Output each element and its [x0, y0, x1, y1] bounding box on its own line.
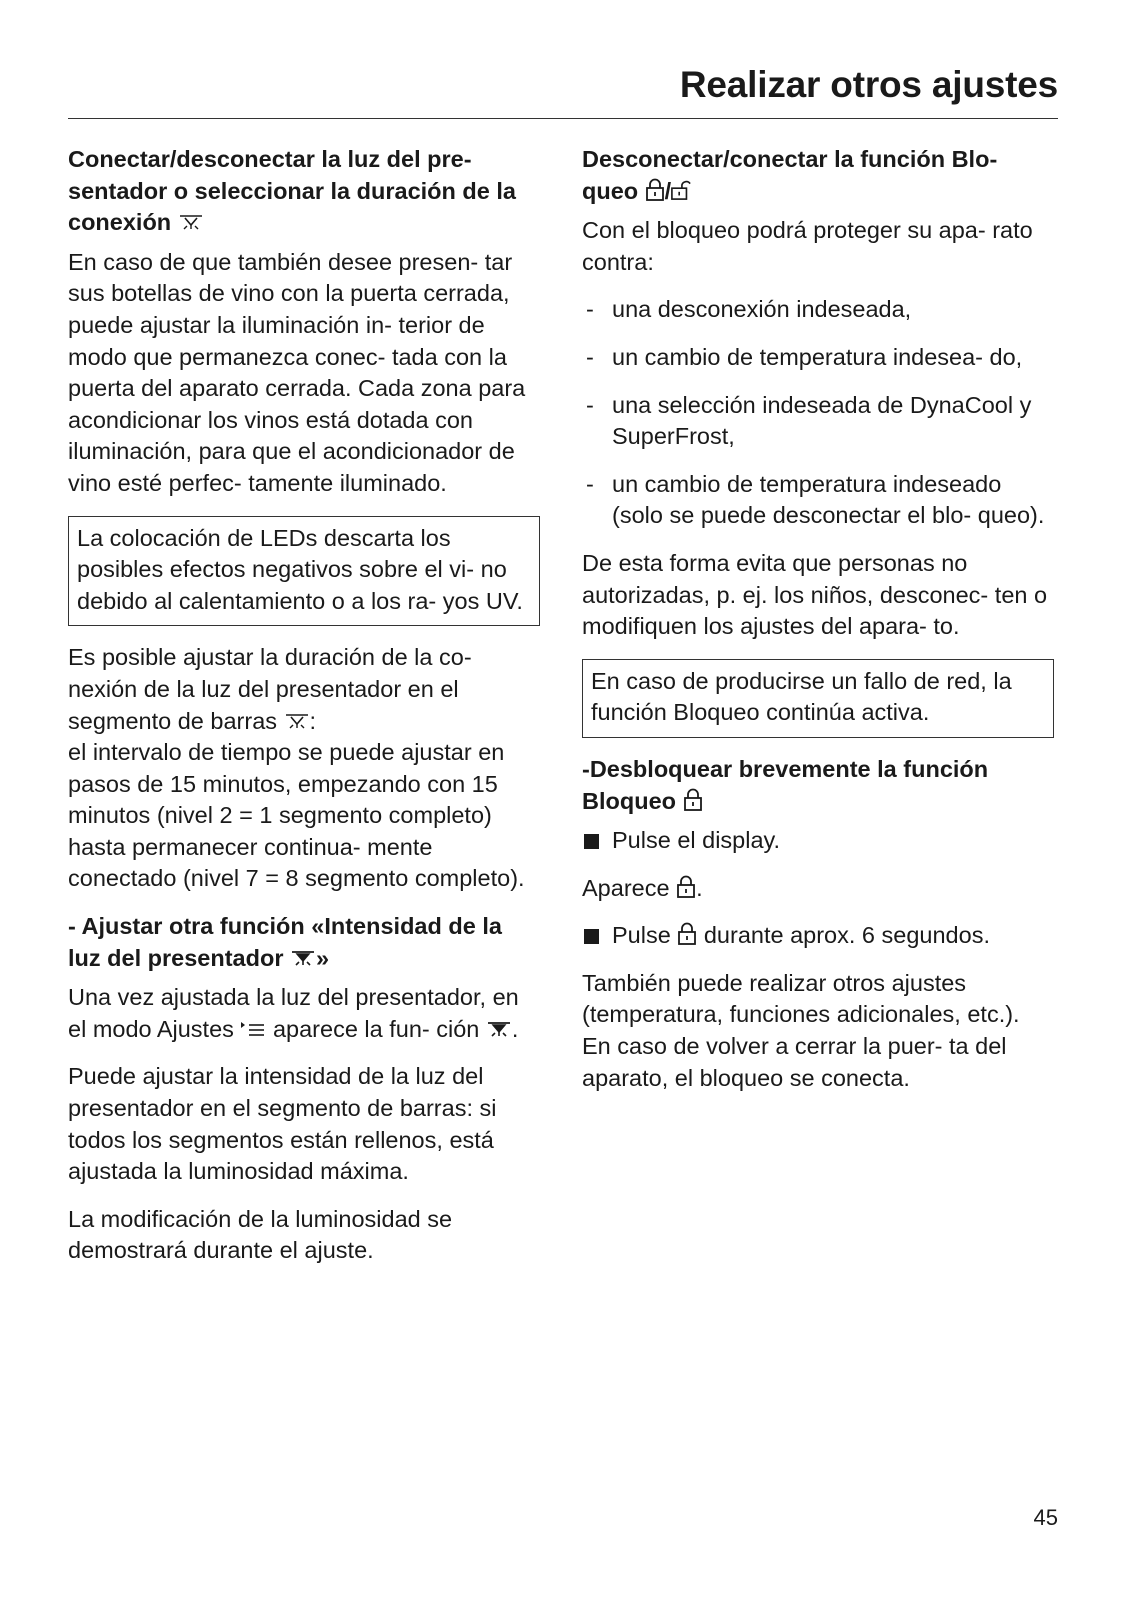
heading-text: » [316, 944, 330, 971]
header-rule [68, 118, 1058, 119]
presenter-light-icon [178, 214, 204, 230]
lock-closed-icon [677, 922, 697, 943]
paragraph-duration [68, 642, 540, 895]
presenter-light-intensity-icon [290, 950, 316, 966]
paragraph-settings-mode [68, 982, 540, 1045]
text-fragment: : [309, 707, 317, 734]
text-fragment: . [511, 1015, 519, 1042]
text-fragment: aparece la fun- ción [272, 1015, 480, 1042]
heading-text: / [664, 177, 672, 204]
text-fragment: . [696, 874, 703, 901]
section-heading-unlock [582, 754, 1054, 817]
list-item: - una selección indeseada de DynaCool y SuperFrost, [582, 390, 1054, 453]
paragraph-lock-intro: Con el bloqueo podrá proteger su apa- rato contra: [582, 217, 1033, 275]
lock-open-icon [671, 178, 691, 199]
section-heading-intensity [68, 911, 540, 974]
page-number: 45 [1033, 1505, 1058, 1530]
paragraph-brightness: La modificación de la luminosidad se demostrará durante el ajuste. [68, 1205, 453, 1264]
lock-closed-icon [645, 178, 665, 199]
section-heading-lock [582, 144, 1054, 207]
heading-text: - Ajustar otra función «Intensidad de la luz del presentador [68, 913, 502, 971]
list-item: - una desconexión indeseada, [582, 294, 1054, 326]
left-column [68, 144, 540, 1283]
lock-protection-list [582, 294, 1054, 532]
heading-text: Desconectar/conectar la función Blo- queo [582, 146, 998, 204]
text-fragment: el intervalo de tiempo se puede ajustar en pasos de 15 minutos, empezando con 15 minutos (nivel 2 = 1 segmento completo) hasta permanecer continua- mente conectado (nivel 7 = 8 segmento completo). [68, 739, 525, 892]
lock-closed-icon [676, 875, 696, 896]
step-press-lock [582, 920, 1054, 952]
paragraph-intensity: Puede ajustar la intensidad de la luz del presentador en el segmento de barras: si todos los segmentos están rellenos, está ajustada la luminosidad máxima. [68, 1063, 497, 1185]
text-fragment: Una vez ajustada la luz del presentador, en el modo Ajustes [68, 984, 519, 1042]
paragraph-unauthorized: De esta forma evita que personas no autorizadas, p. ej. los niños, desconec- ten o modifiquen los ajustes del apara- to. [582, 549, 1048, 640]
heading-text: -Desbloquear brevemente la función Bloqueo [582, 755, 989, 814]
text-fragment: Pulse [612, 922, 671, 949]
section-heading-presenter-light [68, 144, 540, 239]
text-fragment: durante aprox. 6 segundos. [703, 922, 990, 949]
paragraph-other-settings: También puede realizar otros ajustes (temperatura, funciones adicionales, etc.). En caso de volver a cerrar la puer- ta del aparato, el bloqueo se conecta. [582, 969, 1020, 1091]
text-fragment: Es posible ajustar la duración de la co- nexión de la luz del presentador en el segmento de barras [68, 644, 472, 734]
paragraph-appears [582, 873, 1054, 905]
presenter-light-intensity-icon [486, 1021, 512, 1037]
step-press-display: Pulse el display. [582, 825, 1054, 857]
right-column [582, 144, 1054, 1110]
lock-closed-icon [683, 788, 703, 809]
note-box-led: La colocación de LEDs descarta los posibles efectos negativos sobre el vi- no debido al calentamiento o a los ra- yos UV. [68, 516, 540, 627]
paragraph-intro: En caso de que también desee presen- tar sus botellas de vino con la puerta cerrada, puede ajustar la iluminación in- terior de modo que permanezca conec- tada con la puerta del aparato cerrada. Cada zona para acondicionar los vinos está dotada con iluminación, para que el acondicionador de vino esté perfec- tamente iluminado. [68, 248, 526, 496]
page-title: Realizar otros ajustes [679, 64, 1058, 105]
presenter-light-icon [284, 713, 310, 729]
settings-menu-icon [240, 1019, 266, 1037]
list-item: - un cambio de temperatura indesea- do, [582, 342, 1054, 374]
list-item: - un cambio de temperatura indeseado (solo se puede desconectar el blo- queo). [582, 469, 1054, 532]
note-box-power-failure: En caso de producirse un fallo de red, la función Bloqueo continúa activa. [582, 659, 1054, 738]
text-fragment: Aparece [582, 874, 670, 901]
heading-text: Conectar/desconectar la luz del pre- sentador o seleccionar la duración de la conexión [68, 146, 516, 236]
